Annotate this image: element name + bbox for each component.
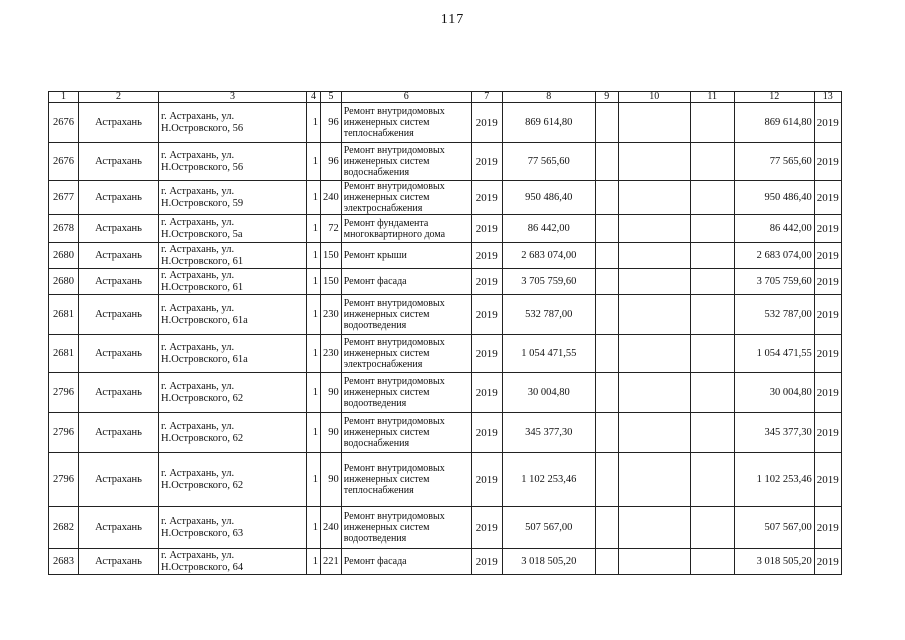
year-cell: 2019 <box>471 143 502 181</box>
work-type-cell: Ремонт внутридомовых инженерных систем водоотведения <box>341 373 471 413</box>
col-header: 6 <box>341 92 471 103</box>
address-line-2: Н.Островского, 64 <box>161 561 244 573</box>
address-cell <box>159 269 307 295</box>
col4-cell: 1 <box>307 181 321 215</box>
work-type-cell: Ремонт внутридомовых инженерных систем теплоснабжения <box>341 103 471 143</box>
col10-cell <box>618 103 690 143</box>
address-line-2: Н.Островского, 61а <box>161 353 248 365</box>
col10-cell <box>618 143 690 181</box>
work-type-cell: Ремонт внутридомовых инженерных систем электроснабжения <box>341 181 471 215</box>
row-id-cell: 2678 <box>49 215 79 243</box>
year-cell: 2019 <box>471 269 502 295</box>
col5-cell: 90 <box>321 453 342 507</box>
address-cell <box>159 335 307 373</box>
col9-cell <box>595 103 618 143</box>
address-line-1: г. Астрахань, ул. <box>161 380 235 392</box>
col11-cell <box>690 549 734 575</box>
amount-cell: 950 486,40 <box>502 181 595 215</box>
address-cell <box>159 507 307 549</box>
total-amount-cell: 1 102 253,46 <box>734 453 814 507</box>
work-type-cell: Ремонт внутридомовых инженерных систем теплоснабжения <box>341 453 471 507</box>
col4-cell: 1 <box>307 215 321 243</box>
city-cell: Астрахань <box>79 549 159 575</box>
work-type-cell: Ремонт крыши <box>341 243 471 269</box>
amount-cell: 1 102 253,46 <box>502 453 595 507</box>
col11-cell <box>690 335 734 373</box>
table-row <box>49 243 842 269</box>
col4-cell: 1 <box>307 143 321 181</box>
year-cell: 2019 <box>471 335 502 373</box>
col5-cell: 230 <box>321 295 342 335</box>
amount-cell: 86 442,00 <box>502 215 595 243</box>
address-line-2: Н.Островского, 61 <box>161 281 244 293</box>
city-cell: Астрахань <box>79 373 159 413</box>
col-header: 11 <box>690 92 734 103</box>
address-line-2: Н.Островского, 5а <box>161 228 243 240</box>
col11-cell <box>690 215 734 243</box>
col10-cell <box>618 269 690 295</box>
col5-cell: 150 <box>321 243 342 269</box>
col11-cell <box>690 269 734 295</box>
row-id-cell: 2682 <box>49 507 79 549</box>
year-cell: 2019 <box>471 295 502 335</box>
total-amount-cell: 869 614,80 <box>734 103 814 143</box>
address-line-2: Н.Островского, 62 <box>161 432 244 444</box>
col10-cell <box>618 181 690 215</box>
col9-cell <box>595 335 618 373</box>
col-header: 2 <box>79 92 159 103</box>
row-id-cell: 2680 <box>49 269 79 295</box>
work-type-cell: Ремонт внутридомовых инженерных систем водоотведения <box>341 295 471 335</box>
col11-cell <box>690 103 734 143</box>
city-cell: Астрахань <box>79 143 159 181</box>
city-cell: Астрахань <box>79 507 159 549</box>
col10-cell <box>618 335 690 373</box>
completion-year-cell: 2019 <box>814 413 841 453</box>
completion-year-cell: 2019 <box>814 215 841 243</box>
year-cell: 2019 <box>471 373 502 413</box>
table-row <box>49 453 842 507</box>
city-cell: Астрахань <box>79 181 159 215</box>
col5-cell: 230 <box>321 335 342 373</box>
amount-cell: 1 054 471,55 <box>502 335 595 373</box>
completion-year-cell: 2019 <box>814 335 841 373</box>
address-line-1: г. Астрахань, ул. <box>161 243 235 255</box>
city-cell: Астрахань <box>79 335 159 373</box>
col4-cell: 1 <box>307 373 321 413</box>
address-line-2: Н.Островского, 62 <box>161 392 244 404</box>
col10-cell <box>618 453 690 507</box>
address-cell <box>159 143 307 181</box>
col11-cell <box>690 373 734 413</box>
year-cell: 2019 <box>471 453 502 507</box>
work-type-cell: Ремонт внутридомовых инженерных систем водоснабжения <box>341 143 471 181</box>
row-id-cell: 2676 <box>49 103 79 143</box>
address-line-1: г. Астрахань, ул. <box>161 420 235 432</box>
total-amount-cell: 950 486,40 <box>734 181 814 215</box>
total-amount-cell: 3 705 759,60 <box>734 269 814 295</box>
address-line-1: г. Астрахань, ул. <box>161 110 235 122</box>
col11-cell <box>690 143 734 181</box>
col5-cell: 240 <box>321 507 342 549</box>
col9-cell <box>595 507 618 549</box>
amount-cell: 3 018 505,20 <box>502 549 595 575</box>
table-row <box>49 373 842 413</box>
table-row <box>49 103 842 143</box>
col9-cell <box>595 143 618 181</box>
city-cell: Астрахань <box>79 103 159 143</box>
row-id-cell: 2676 <box>49 143 79 181</box>
address-line-1: г. Астрахань, ул. <box>161 185 235 197</box>
col10-cell <box>618 413 690 453</box>
city-cell: Астрахань <box>79 243 159 269</box>
table-row <box>49 335 842 373</box>
row-id-cell: 2680 <box>49 243 79 269</box>
row-id-cell: 2681 <box>49 295 79 335</box>
address-line-1: г. Астрахань, ул. <box>161 269 235 281</box>
work-type-cell: Ремонт внутридомовых инженерных систем водоотведения <box>341 507 471 549</box>
col11-cell <box>690 181 734 215</box>
col9-cell <box>595 269 618 295</box>
col4-cell: 1 <box>307 269 321 295</box>
completion-year-cell: 2019 <box>814 549 841 575</box>
total-amount-cell: 77 565,60 <box>734 143 814 181</box>
address-line-2: Н.Островского, 62 <box>161 479 244 491</box>
address-cell <box>159 549 307 575</box>
col5-cell: 90 <box>321 373 342 413</box>
col9-cell <box>595 181 618 215</box>
completion-year-cell: 2019 <box>814 181 841 215</box>
row-id-cell: 2796 <box>49 453 79 507</box>
completion-year-cell: 2019 <box>814 243 841 269</box>
total-amount-cell: 30 004,80 <box>734 373 814 413</box>
table-row <box>49 215 842 243</box>
completion-year-cell: 2019 <box>814 269 841 295</box>
col9-cell <box>595 413 618 453</box>
amount-cell: 345 377,30 <box>502 413 595 453</box>
amount-cell: 507 567,00 <box>502 507 595 549</box>
col5-cell: 221 <box>321 549 342 575</box>
city-cell: Астрахань <box>79 295 159 335</box>
col-header: 9 <box>595 92 618 103</box>
address-cell <box>159 243 307 269</box>
completion-year-cell: 2019 <box>814 373 841 413</box>
col11-cell <box>690 507 734 549</box>
col4-cell: 1 <box>307 453 321 507</box>
completion-year-cell: 2019 <box>814 507 841 549</box>
address-cell <box>159 103 307 143</box>
col4-cell: 1 <box>307 507 321 549</box>
col10-cell <box>618 215 690 243</box>
col4-cell: 1 <box>307 413 321 453</box>
col5-cell: 240 <box>321 181 342 215</box>
address-line-1: г. Астрахань, ул. <box>161 302 235 314</box>
col10-cell <box>618 243 690 269</box>
col4-cell: 1 <box>307 549 321 575</box>
table-row <box>49 181 842 215</box>
address-line-2: Н.Островского, 56 <box>161 161 244 173</box>
address-line-1: г. Астрахань, ул. <box>161 341 235 353</box>
col9-cell <box>595 549 618 575</box>
address-cell <box>159 373 307 413</box>
col10-cell <box>618 295 690 335</box>
col-header: 8 <box>502 92 595 103</box>
page-number: 117 <box>440 12 465 27</box>
city-cell: Астрахань <box>79 453 159 507</box>
work-type-cell: Ремонт фундамента многоквартирного дома <box>341 215 471 243</box>
address-line-1: г. Астрахань, ул. <box>161 549 235 561</box>
table-row <box>49 507 842 549</box>
col5-cell: 72 <box>321 215 342 243</box>
table-row <box>49 269 842 295</box>
col4-cell: 1 <box>307 295 321 335</box>
col-header: 1 <box>49 92 79 103</box>
amount-cell: 3 705 759,60 <box>502 269 595 295</box>
address-line-2: Н.Островского, 59 <box>161 197 244 209</box>
row-id-cell: 2683 <box>49 549 79 575</box>
address-cell <box>159 181 307 215</box>
address-line-1: г. Астрахань, ул. <box>161 149 235 161</box>
col9-cell <box>595 243 618 269</box>
year-cell: 2019 <box>471 103 502 143</box>
address-cell <box>159 453 307 507</box>
city-cell: Астрахань <box>79 215 159 243</box>
address-line-2: Н.Островского, 61а <box>161 314 248 326</box>
year-cell: 2019 <box>471 243 502 269</box>
city-cell: Астрахань <box>79 413 159 453</box>
col5-cell: 90 <box>321 413 342 453</box>
year-cell: 2019 <box>471 413 502 453</box>
total-amount-cell: 1 054 471,55 <box>734 335 814 373</box>
address-line-2: Н.Островского, 56 <box>161 122 244 134</box>
col5-cell: 150 <box>321 269 342 295</box>
col9-cell <box>595 373 618 413</box>
column-number-header <box>49 92 842 103</box>
address-cell <box>159 413 307 453</box>
row-id-cell: 2796 <box>49 413 79 453</box>
address-cell <box>159 215 307 243</box>
col9-cell <box>595 215 618 243</box>
year-cell: 2019 <box>471 507 502 549</box>
col4-cell: 1 <box>307 103 321 143</box>
col10-cell <box>618 373 690 413</box>
col-header: 13 <box>814 92 841 103</box>
work-type-cell: Ремонт внутридомовых инженерных систем водоснабжения <box>341 413 471 453</box>
table-row <box>49 295 842 335</box>
col-header: 3 <box>159 92 307 103</box>
year-cell: 2019 <box>471 549 502 575</box>
total-amount-cell: 3 018 505,20 <box>734 549 814 575</box>
year-cell: 2019 <box>471 181 502 215</box>
address-line-1: г. Астрахань, ул. <box>161 216 235 228</box>
completion-year-cell: 2019 <box>814 143 841 181</box>
address-line-2: Н.Островского, 63 <box>161 527 244 539</box>
amount-cell: 2 683 074,00 <box>502 243 595 269</box>
col4-cell: 1 <box>307 335 321 373</box>
year-cell: 2019 <box>471 215 502 243</box>
total-amount-cell: 532 787,00 <box>734 295 814 335</box>
col-header: 7 <box>471 92 502 103</box>
col9-cell <box>595 295 618 335</box>
work-type-cell: Ремонт внутридомовых инженерных систем электроснабжения <box>341 335 471 373</box>
row-id-cell: 2796 <box>49 373 79 413</box>
col10-cell <box>618 507 690 549</box>
table-row <box>49 143 842 181</box>
col11-cell <box>690 413 734 453</box>
amount-cell: 30 004,80 <box>502 373 595 413</box>
table-row <box>49 549 842 575</box>
table-row <box>49 413 842 453</box>
col11-cell <box>690 295 734 335</box>
address-line-2: Н.Островского, 61 <box>161 255 244 267</box>
col10-cell <box>618 549 690 575</box>
col-header: 12 <box>734 92 814 103</box>
completion-year-cell: 2019 <box>814 453 841 507</box>
repair-schedule-table <box>48 91 842 575</box>
total-amount-cell: 345 377,30 <box>734 413 814 453</box>
row-id-cell: 2677 <box>49 181 79 215</box>
address-cell <box>159 295 307 335</box>
address-line-1: г. Астрахань, ул. <box>161 467 235 479</box>
col-header: 5 <box>321 92 342 103</box>
total-amount-cell: 507 567,00 <box>734 507 814 549</box>
completion-year-cell: 2019 <box>814 295 841 335</box>
col4-cell: 1 <box>307 243 321 269</box>
city-cell: Астрахань <box>79 269 159 295</box>
col-header: 10 <box>618 92 690 103</box>
col5-cell: 96 <box>321 143 342 181</box>
col11-cell <box>690 453 734 507</box>
amount-cell: 532 787,00 <box>502 295 595 335</box>
amount-cell: 77 565,60 <box>502 143 595 181</box>
col9-cell <box>595 453 618 507</box>
address-line-1: г. Астрахань, ул. <box>161 515 235 527</box>
total-amount-cell: 2 683 074,00 <box>734 243 814 269</box>
work-type-cell: Ремонт фасада <box>341 549 471 575</box>
col-header: 4 <box>307 92 321 103</box>
col11-cell <box>690 243 734 269</box>
amount-cell: 869 614,80 <box>502 103 595 143</box>
completion-year-cell: 2019 <box>814 103 841 143</box>
work-type-cell: Ремонт фасада <box>341 269 471 295</box>
col5-cell: 96 <box>321 103 342 143</box>
row-id-cell: 2681 <box>49 335 79 373</box>
total-amount-cell: 86 442,00 <box>734 215 814 243</box>
